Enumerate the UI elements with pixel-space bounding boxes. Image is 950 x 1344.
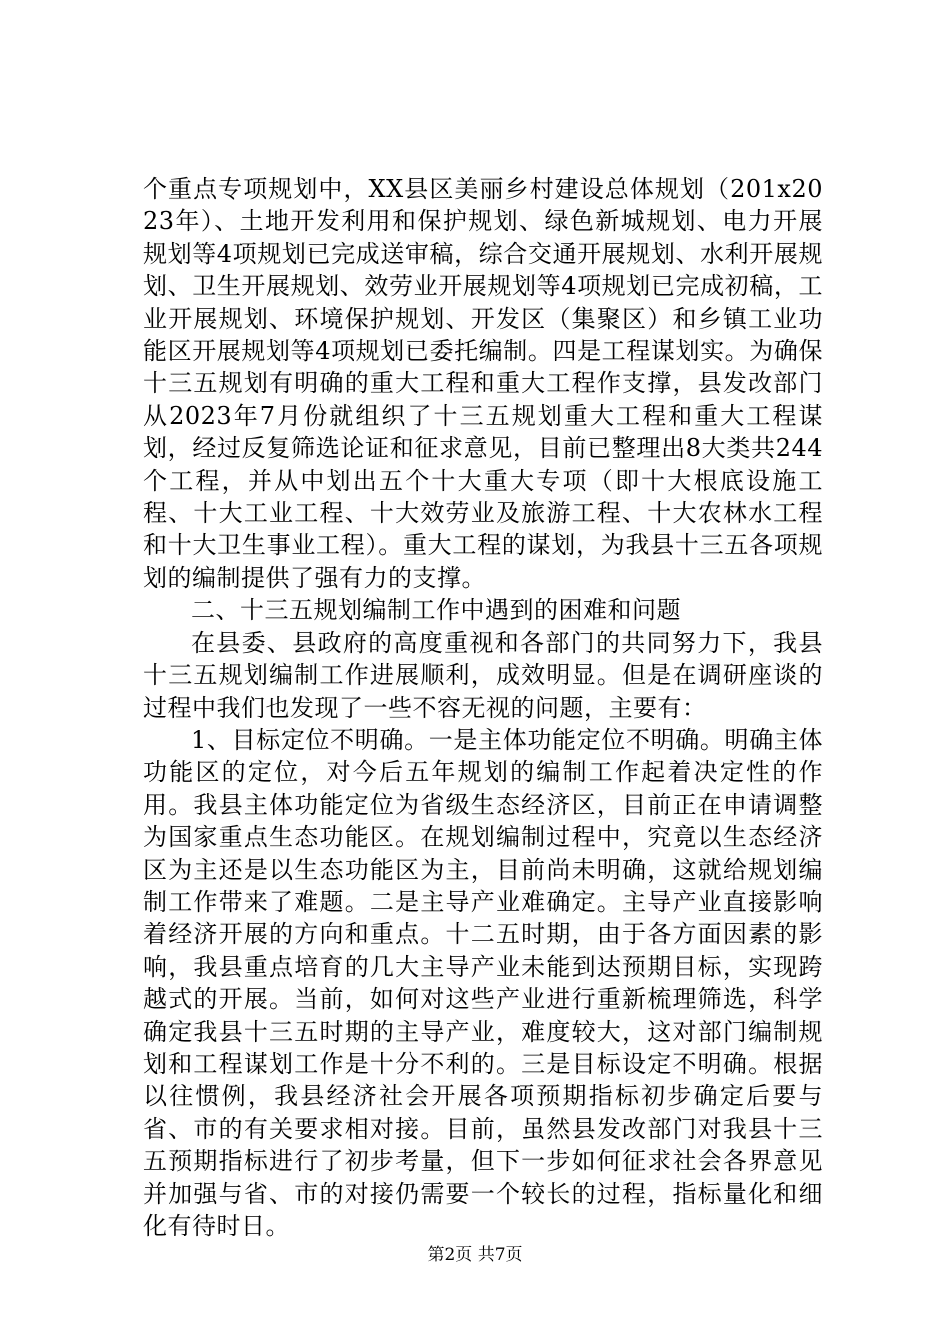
paragraph-continuation: 个重点专项规划中，XX县区美丽乡村建设总体规划（201x2023年）、土地开发利用和保护规划、绿色新城规划、电力开展规划等4项规划已完成送审稿，综合交通开展规划、水利开展规划、卫生开展规划、效劳业开展规划等4项规划已完成初稿，工业开展规划、环境保护规划、开发区（集聚区）和乡镇工业功能区开展规划等4项规划已委托编制。四是工程谋划实。为确保十三五规划有明确的重大工程和重大工程作支撑，县发改部门从2023年7月份就组织了十三五规划重大工程和重大工程谋划，经过反复筛选论证和征求意见，目前已整理出8大类共244个工程，并从中划出五个十大重大专项（即十大根底设施工程、十大工业工程、十大效劳业及旅游工程、十大农林水工程和十大卫生事业工程）。重大工程的谋划，为我县十三五各项规划的编制提供了强有力的支撑。: [143, 175, 823, 592]
section-heading: 二、十三五规划编制工作中遇到的困难和问题: [191, 596, 681, 625]
document-body: [143, 173, 823, 1242]
paragraph-intro: 在县委、县政府的高度重视和各部门的共同努力下，我县十三五规划编制工作进展顺利，成效明显。但是在调研座谈的过程中我们也发现了一些不容无视的问题，主要有：: [143, 628, 823, 722]
page-number-footer: 第2页 共7页: [427, 1245, 523, 1265]
paragraph-item-1: 1、目标定位不明确。一是主体功能定位不明确。明确主体功能区的定位，对今后五年规划的编制工作起着决定性的作用。我县主体功能定位为省级生态经济区，目前正在申请调整为国家重点生态功能区。在规划编制过程中，究竟以生态经济区为主还是以生态功能区为主，目前尚未明确，这就给规划编制工作带来了难题。二是主导产业难确定。主导产业直接影响着经济开展的方向和重点。十二五时期，由于各方面因素的影响，我县重点培育的几大主导产业未能到达预期目标，实现跨越式的开展。当前，如何对这些产业进行重新梳理筛选，科学确定我县十三五时期的主导产业，难度较大，这对部门编制规划和工程谋划工作是十分不利的。三是目标设定不明确。根据以往惯例，我县经济社会开展各项预期指标初步确定后要与省、市的有关要求相对接。目前，虽然县发改部门对我县十三五预期指标进行了初步考量，但下一步如何征求社会各界意见并加强与省、市的对接仍需要一个较长的过程，指标量化和细化有待时日。: [143, 725, 823, 1240]
